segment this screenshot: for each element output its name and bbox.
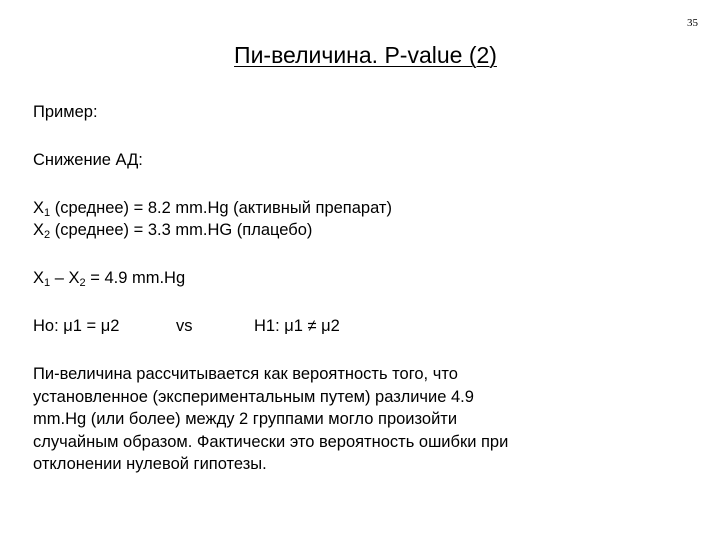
paragraph-line: установленное (экспериментальным путем) различие 4.9 — [33, 387, 474, 406]
x1-subscript: 1 — [44, 207, 51, 219]
x1-mean-line — [33, 197, 392, 219]
explanation-paragraph — [33, 363, 693, 476]
paragraph-line: отклонении нулевой гипотезы. — [33, 455, 267, 473]
x2-subscript: 2 — [44, 229, 51, 241]
x1-variable: X — [33, 199, 45, 217]
paragraph-line: Пи-величина рассчитывается как вероятность того, что — [33, 365, 458, 383]
diff-variable-1: X — [33, 269, 45, 287]
slide-title: Пи-величина. P-value (2) — [234, 42, 497, 68]
x2-mean-line — [33, 219, 312, 241]
alternative-hypothesis: H1: μ1 ≠ μ2 — [254, 317, 340, 335]
null-hypothesis: Ho: μ1 = μ2 — [33, 317, 120, 335]
difference-line — [33, 267, 185, 289]
example-label: Пример: — [33, 103, 98, 121]
page-number: 35 — [687, 17, 698, 29]
x2-variable: X — [33, 221, 45, 239]
paragraph-line: случайным образом. Фактически это вероятность ошибки при — [33, 432, 509, 451]
diff-subscript-1: 1 — [44, 277, 51, 289]
x2-text: (среднее) = 3.3 mm.HG (плацебо) — [50, 221, 313, 239]
paragraph-line: mm.Hg (или более) между 2 группами могло произойти — [33, 410, 458, 428]
x1-text: (среднее) = 8.2 mm.Hg (активный препарат) — [50, 199, 392, 217]
diff-text: = 4.9 mm.Hg — [85, 269, 186, 287]
diff-variable-2: X — [68, 269, 80, 287]
bp-reduction-label: Снижение АД: — [33, 151, 143, 169]
hypotheses-line — [33, 315, 340, 337]
diff-operator: – — [50, 269, 69, 287]
versus-label: vs — [176, 317, 193, 335]
diff-subscript-2: 2 — [79, 277, 86, 289]
